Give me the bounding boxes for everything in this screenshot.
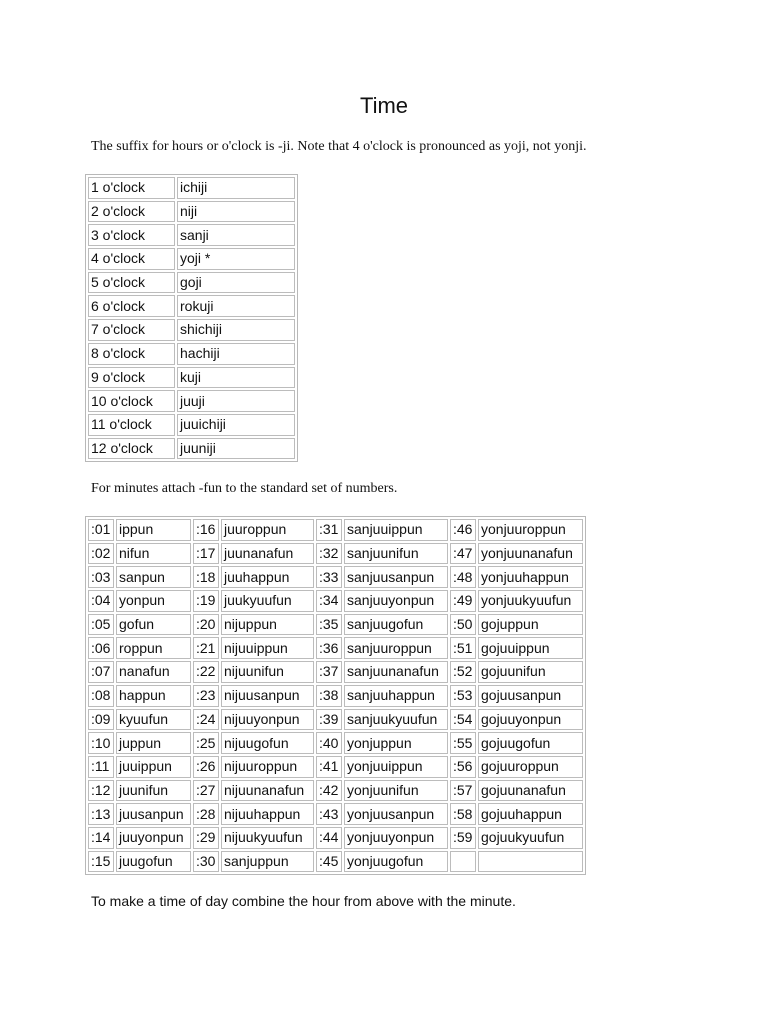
hour-cell: 7 o'clock: [88, 319, 175, 341]
minute-word-cell: nijuunifun: [221, 661, 314, 683]
hour-cell: 9 o'clock: [88, 367, 175, 389]
minute-word-cell: juuippun: [116, 756, 191, 778]
table-row: [88, 319, 295, 341]
minute-number-cell: :51: [450, 637, 476, 659]
minute-word-cell: juuhappun: [221, 566, 314, 588]
minute-word-cell: sanjuuyonpun: [344, 590, 448, 612]
minute-word-cell: nijuugofun: [221, 732, 314, 754]
minute-word-cell: yonjuukyuufun: [478, 590, 583, 612]
table-row: [88, 590, 583, 612]
minute-number-cell: :42: [316, 780, 342, 802]
minute-word-cell: gojuuippun: [478, 637, 583, 659]
minute-number-cell: :20: [193, 614, 219, 636]
minutes-intro-text: For minutes attach -fun to the standard set of numbers.: [91, 481, 398, 496]
minute-number-cell: :35: [316, 614, 342, 636]
closing-text: To make a time of day combine the hour from above with the minute.: [91, 893, 516, 909]
hour-cell: 11 o'clock: [88, 414, 175, 436]
minute-number-cell: :40: [316, 732, 342, 754]
minute-number-cell: :07: [88, 661, 114, 683]
minute-word-cell: nanafun: [116, 661, 191, 683]
hours-table: [85, 174, 298, 462]
minute-number-cell: :22: [193, 661, 219, 683]
minute-word-cell: ippun: [116, 519, 191, 541]
minute-word-cell: sanjuugofun: [344, 614, 448, 636]
minute-number-cell: :03: [88, 566, 114, 588]
minute-number-cell: :10: [88, 732, 114, 754]
minute-number-cell: :16: [193, 519, 219, 541]
minute-word-cell: yonjuuhappun: [478, 566, 583, 588]
minute-number-cell: :58: [450, 803, 476, 825]
hour-cell: 6 o'clock: [88, 295, 175, 317]
minute-number-cell: :24: [193, 709, 219, 731]
minute-number-cell: :26: [193, 756, 219, 778]
minute-word-cell: sanjuunanafun: [344, 661, 448, 683]
minute-number-cell: :45: [316, 851, 342, 873]
table-row: [88, 414, 295, 436]
table-row: [88, 343, 295, 365]
table-row: [88, 367, 295, 389]
minute-number-cell: :43: [316, 803, 342, 825]
table-row: [88, 661, 583, 683]
minute-word-cell: juusanpun: [116, 803, 191, 825]
minute-word-cell: kyuufun: [116, 709, 191, 731]
romaji-cell: juuniji: [177, 438, 295, 460]
romaji-cell: rokuji: [177, 295, 295, 317]
hour-cell: 8 o'clock: [88, 343, 175, 365]
minute-word-cell: nijuukyuufun: [221, 827, 314, 849]
minute-word-cell: sanjuuippun: [344, 519, 448, 541]
hour-cell: 2 o'clock: [88, 201, 175, 223]
table-row: [88, 177, 295, 199]
minute-number-cell: :37: [316, 661, 342, 683]
hour-cell: 5 o'clock: [88, 272, 175, 294]
minute-word-cell: juunifun: [116, 780, 191, 802]
table-row: [88, 827, 583, 849]
table-row: [88, 519, 583, 541]
minute-number-cell: :27: [193, 780, 219, 802]
romaji-cell: ichiji: [177, 177, 295, 199]
minute-word-cell: juuroppun: [221, 519, 314, 541]
minute-word-cell: juugofun: [116, 851, 191, 873]
minute-number-cell: :19: [193, 590, 219, 612]
table-row: [88, 224, 295, 246]
minute-word-cell: gojuunanafun: [478, 780, 583, 802]
minute-number-cell: :05: [88, 614, 114, 636]
minute-number-cell: :59: [450, 827, 476, 849]
table-row: [88, 756, 583, 778]
table-row: [88, 248, 295, 270]
minute-word-cell: roppun: [116, 637, 191, 659]
minute-word-cell: nijuuhappun: [221, 803, 314, 825]
minute-number-cell: :15: [88, 851, 114, 873]
minute-number-cell: :21: [193, 637, 219, 659]
minute-number-cell: :41: [316, 756, 342, 778]
table-row: [88, 295, 295, 317]
minute-number-cell: :46: [450, 519, 476, 541]
table-row: [88, 438, 295, 460]
table-row: [88, 803, 583, 825]
minute-word-cell: sanjuukyuufun: [344, 709, 448, 731]
minute-word-cell: nijuppun: [221, 614, 314, 636]
minute-number-cell: :39: [316, 709, 342, 731]
minute-word-cell: gojuusanpun: [478, 685, 583, 707]
minute-number-cell: :09: [88, 709, 114, 731]
minute-number-cell: :49: [450, 590, 476, 612]
hour-cell: 4 o'clock: [88, 248, 175, 270]
minute-word-cell: gojuppun: [478, 614, 583, 636]
minute-number-cell: :50: [450, 614, 476, 636]
minute-number-cell: :44: [316, 827, 342, 849]
minute-word-cell: juunanafun: [221, 543, 314, 565]
romaji-cell: sanji: [177, 224, 295, 246]
minute-number-cell: :31: [316, 519, 342, 541]
minute-word-cell: gojuuyonpun: [478, 709, 583, 731]
minute-number-cell: :18: [193, 566, 219, 588]
minute-word-cell: sanpun: [116, 566, 191, 588]
minute-number-cell: :47: [450, 543, 476, 565]
minute-number-cell: :08: [88, 685, 114, 707]
minute-word-cell: yonjuuroppun: [478, 519, 583, 541]
minute-word-cell: yonjuunifun: [344, 780, 448, 802]
table-row: [88, 637, 583, 659]
hour-cell: 3 o'clock: [88, 224, 175, 246]
romaji-cell: juuji: [177, 390, 295, 412]
minute-number-cell: :28: [193, 803, 219, 825]
table-row: [88, 390, 295, 412]
minute-word-cell: nijuuroppun: [221, 756, 314, 778]
minute-number-cell: :11: [88, 756, 114, 778]
minute-number-cell: :34: [316, 590, 342, 612]
table-row: [88, 614, 583, 636]
minute-word-cell: gojuugofun: [478, 732, 583, 754]
table-row: [88, 732, 583, 754]
minute-word-cell: gojuunifun: [478, 661, 583, 683]
minute-word-cell: yonjuunanafun: [478, 543, 583, 565]
romaji-cell: goji: [177, 272, 295, 294]
minute-number-cell: :12: [88, 780, 114, 802]
minute-word-cell: nijuuyonpun: [221, 709, 314, 731]
minute-word-cell: yonjuugofun: [344, 851, 448, 873]
minute-word-cell: happun: [116, 685, 191, 707]
minute-word-cell: nijuunanafun: [221, 780, 314, 802]
table-row: [88, 201, 295, 223]
minute-number-cell: :48: [450, 566, 476, 588]
minute-number-cell: :32: [316, 543, 342, 565]
minute-number-cell: :17: [193, 543, 219, 565]
romaji-cell: shichiji: [177, 319, 295, 341]
romaji-cell: kuji: [177, 367, 295, 389]
hour-cell: 10 o'clock: [88, 390, 175, 412]
minute-word-cell: juuyonpun: [116, 827, 191, 849]
minute-number-cell: :55: [450, 732, 476, 754]
minute-word-cell: juppun: [116, 732, 191, 754]
minute-word-cell: sanjuuhappun: [344, 685, 448, 707]
minute-word-cell: sanjuppun: [221, 851, 314, 873]
romaji-cell: hachiji: [177, 343, 295, 365]
minute-word-cell: yonjuppun: [344, 732, 448, 754]
minutes-table: [85, 516, 586, 875]
minute-number-cell: :13: [88, 803, 114, 825]
minute-word-cell: gojuuhappun: [478, 803, 583, 825]
romaji-cell: juuichiji: [177, 414, 295, 436]
minute-number-cell: :38: [316, 685, 342, 707]
minute-word-cell: nifun: [116, 543, 191, 565]
table-row: [88, 780, 583, 802]
minute-number-cell: [450, 851, 476, 873]
minute-word-cell: sanjuusanpun: [344, 566, 448, 588]
minute-word-cell: sanjuuroppun: [344, 637, 448, 659]
minute-word-cell: yonjuuyonpun: [344, 827, 448, 849]
minute-number-cell: :30: [193, 851, 219, 873]
romaji-cell: niji: [177, 201, 295, 223]
minute-word-cell: gojuukyuufun: [478, 827, 583, 849]
hours-intro-text: The suffix for hours or o'clock is -ji. Note that 4 o'clock is pronounced as yoji, not yonji.: [91, 139, 587, 154]
minute-word-cell: juukyuufun: [221, 590, 314, 612]
minute-word-cell: [478, 851, 583, 873]
minute-word-cell: nijuusanpun: [221, 685, 314, 707]
hour-cell: 1 o'clock: [88, 177, 175, 199]
minute-word-cell: sanjuunifun: [344, 543, 448, 565]
minute-number-cell: :54: [450, 709, 476, 731]
minute-word-cell: gofun: [116, 614, 191, 636]
table-row: [88, 709, 583, 731]
minute-word-cell: yonjuusanpun: [344, 803, 448, 825]
table-row: [88, 272, 295, 294]
table-row: [88, 566, 583, 588]
page-title: Time: [359, 93, 409, 118]
minute-word-cell: gojuuroppun: [478, 756, 583, 778]
minute-number-cell: :01: [88, 519, 114, 541]
minute-word-cell: nijuuippun: [221, 637, 314, 659]
minute-word-cell: yonpun: [116, 590, 191, 612]
minute-word-cell: yonjuuippun: [344, 756, 448, 778]
minute-number-cell: :02: [88, 543, 114, 565]
minute-number-cell: :23: [193, 685, 219, 707]
minute-number-cell: :57: [450, 780, 476, 802]
hour-cell: 12 o'clock: [88, 438, 175, 460]
minute-number-cell: :04: [88, 590, 114, 612]
table-row: [88, 543, 583, 565]
table-row: [88, 851, 583, 873]
minute-number-cell: :52: [450, 661, 476, 683]
minute-number-cell: :33: [316, 566, 342, 588]
minute-number-cell: :06: [88, 637, 114, 659]
minute-number-cell: :14: [88, 827, 114, 849]
minute-number-cell: :56: [450, 756, 476, 778]
table-row: [88, 685, 583, 707]
minute-number-cell: :25: [193, 732, 219, 754]
minute-number-cell: :29: [193, 827, 219, 849]
romaji-cell: yoji *: [177, 248, 295, 270]
minute-number-cell: :36: [316, 637, 342, 659]
minute-number-cell: :53: [450, 685, 476, 707]
